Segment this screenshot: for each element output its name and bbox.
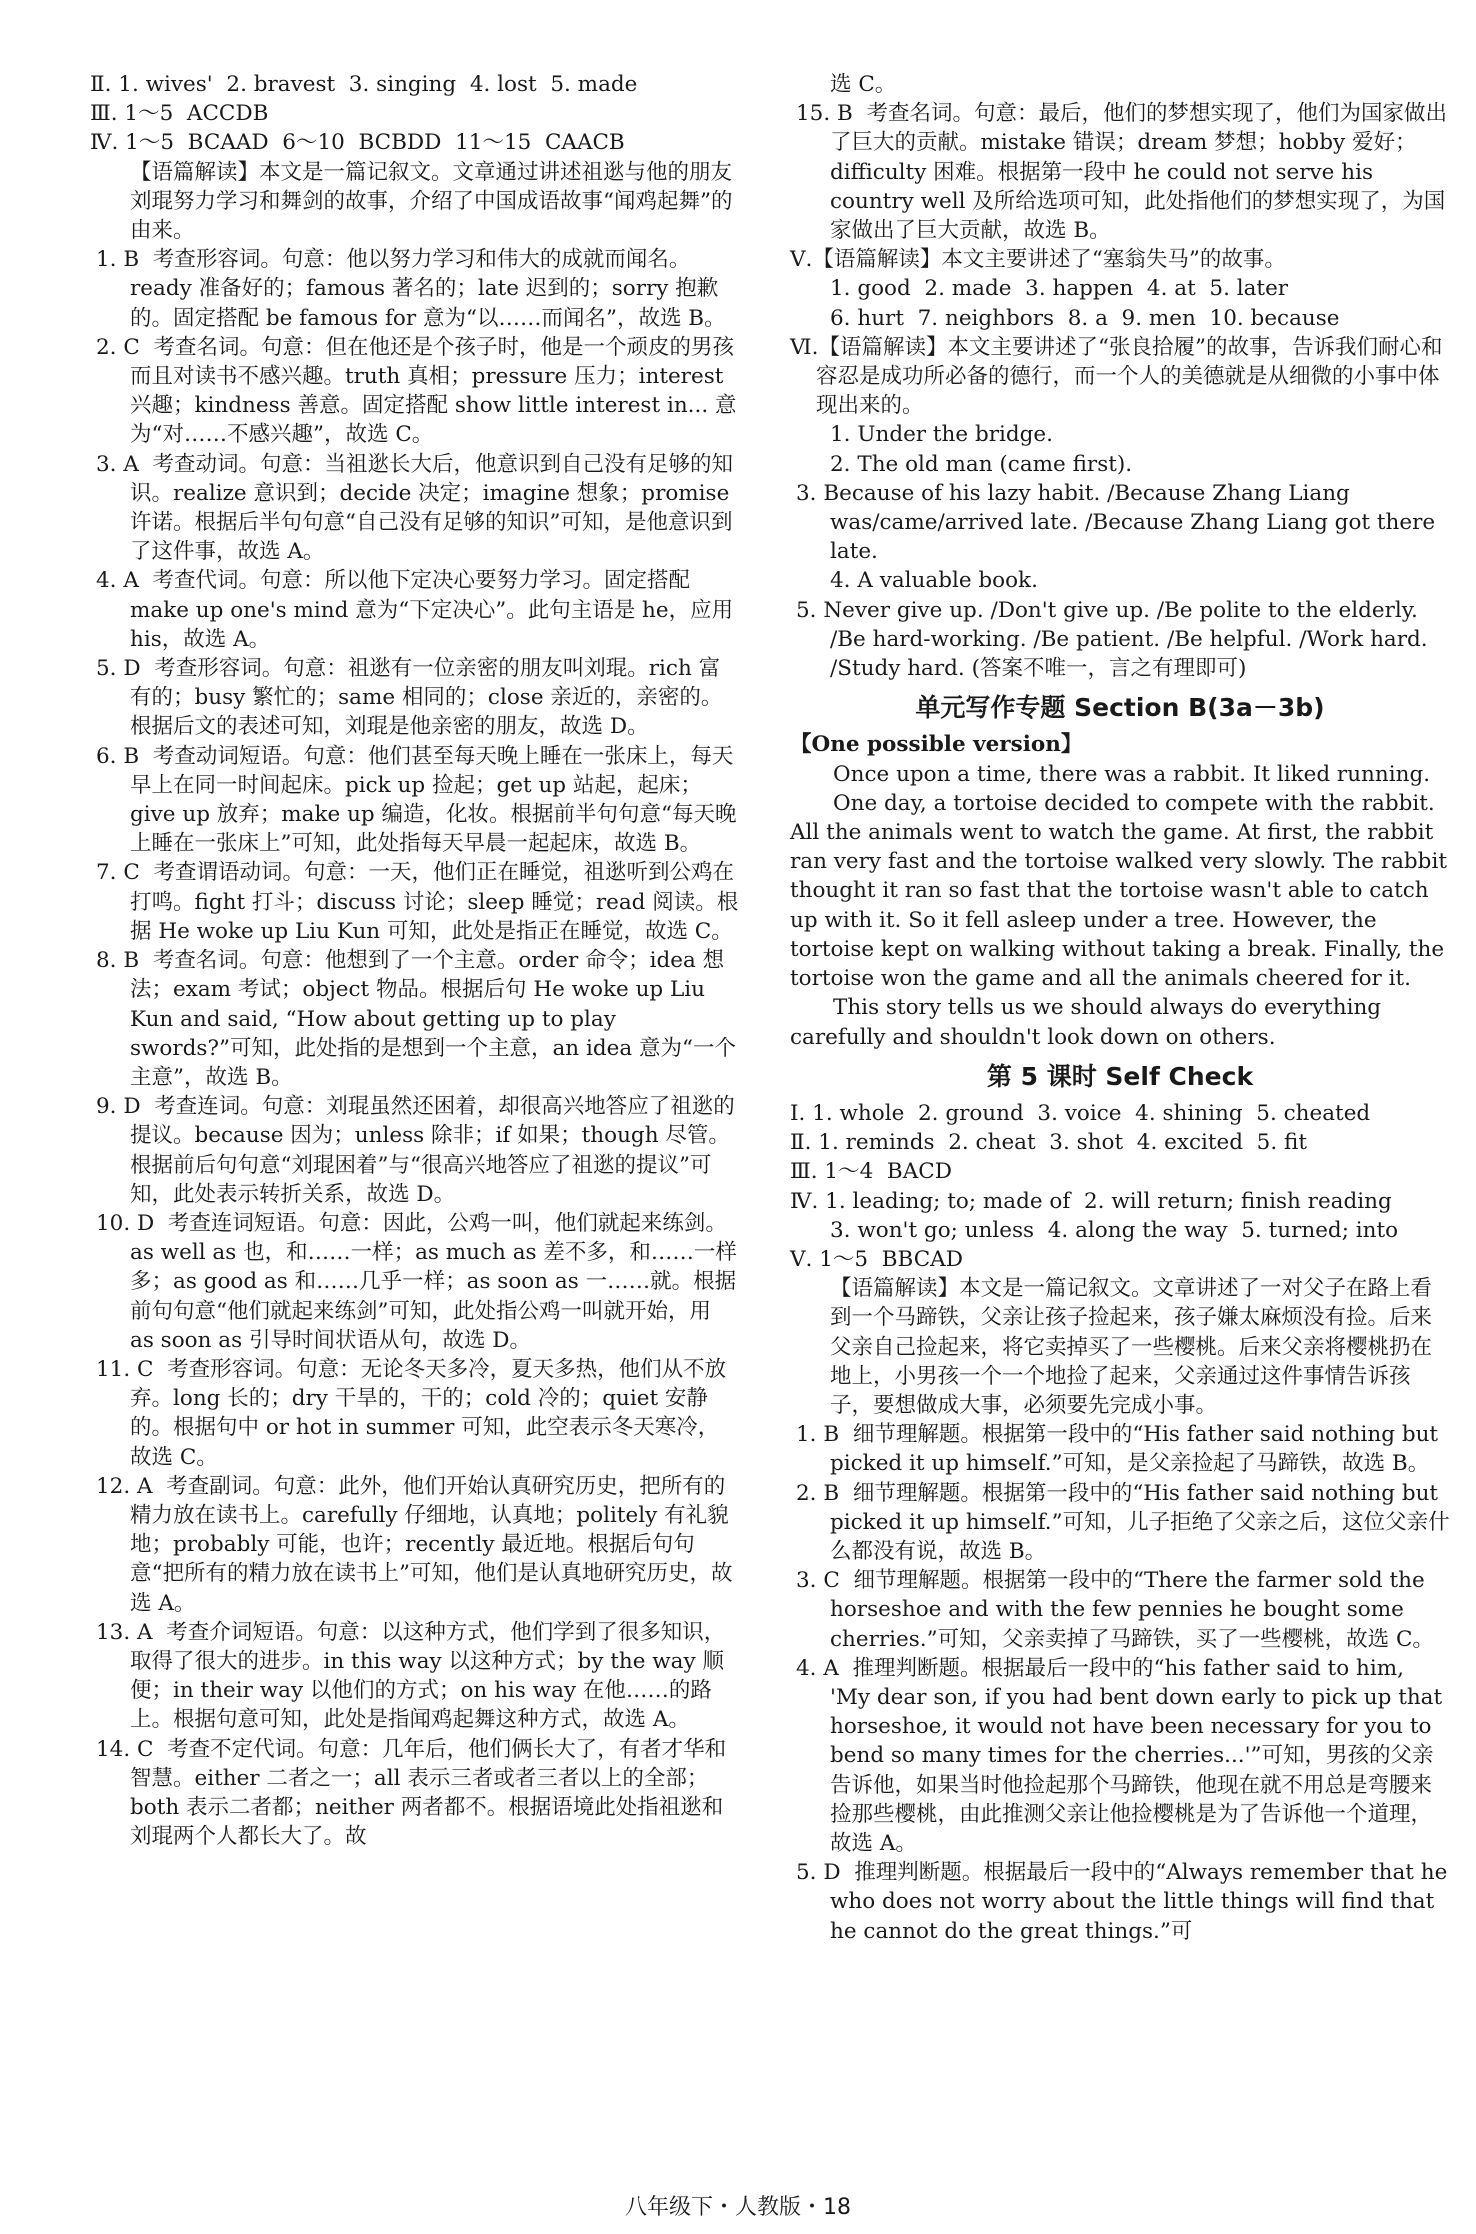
text-line: 3. C 细节理解题。根据第一段中的“There the farmer sold the horseshoe and with the few pennies he bought some cherries.”可知，父亲卖掉了马蹄铁，买了一些樱桃，故选 C。 bbox=[796, 1568, 1434, 1652]
text-line: 1. good 2. made 3. happen 4. at 5. later bbox=[830, 276, 1289, 302]
text-line: Ⅴ. 1～5 BBCAD bbox=[790, 1246, 963, 1272]
right-column bbox=[790, 70, 1455, 1946]
text-line: 选 C。 bbox=[830, 72, 897, 97]
self-check-heading: 第 5 课时 Self Check bbox=[986, 1061, 1254, 1091]
text-line: 6. B 考查动词短语。句意：他们甚至每天晚上睡在一张床上，每天早上在同一时间起床。pick up 捡起；get up 站起，起床；give up 放弃；make up 编造，化妆。根据前半句句意“每天晚上睡在一张床上”可知，此处指每天早晨一起起床，故选 B。 bbox=[96, 743, 737, 857]
text-line: 9. D 考查连词。句意：刘琨虽然还困着，却很高兴地答应了祖逖的提议。because 因为；unless 除非；if 如果；though 尽管。根据前后句句意“刘琨困着”与“很高兴地答应了祖逖的提议”可知，此处表示转折关系，故选 D。 bbox=[96, 1094, 735, 1207]
text-line: 4. A 考查代词。句意：所以他下定决心要努力学习。固定搭配 make up one's mind 意为“下定决心”。此句主语是 he，应用 his，故选 A。 bbox=[96, 568, 740, 652]
text-line: 6. hurt 7. neighbors 8. a 9. men 10. because bbox=[830, 305, 1340, 331]
text-line: Ⅴ.【语篇解读】本文主要讲述了“塞翁失马”的故事。 bbox=[790, 247, 1286, 273]
text-line: 4. A valuable book. bbox=[830, 568, 1038, 594]
essay-paragraph: This story tells us we should always do everything carefully and shouldn't look down on others. bbox=[790, 995, 1388, 1050]
text-line: Ⅳ. 1～5 BCAAD 6～10 BCBDD 11～15 CAACB bbox=[90, 130, 625, 156]
essay-paragraph: One day, a tortoise decided to compete with the rabbit. All the animals went to watch the game. At first, the rabbit ran very fast and the tortoise walked very slowly. The rabbit thought it ran so fast that the tortoise wasn't able to catch up with it. So it fell asleep under a tree. However, the tortoise kept on walking without taking a break. Finally, the tortoise won the game and all the animals cheered for it. bbox=[790, 790, 1454, 992]
text-line: 11. C 考查形容词。句意：无论冬天多冷，夏天多热，他们从不放弃。long 长的；dry 干旱的，干的；cold 冷的；quiet 安静的。根据句中 or hot in summer 可知，此空表示冬天寒冷，故选 C。 bbox=[96, 1356, 727, 1470]
text-line: 14. C 考查不定代词。句意：几年后，他们俩长大了，有者才华和智慧。either 二者之一；all 表示三者或者三者以上的全部；both 表示二者都；neither 两者都不。根据语境此处指祖逖和刘琨两个人都长大了。故 bbox=[96, 1736, 727, 1850]
answers-part-1 bbox=[790, 70, 1450, 683]
text-line: Ⅲ. 1～4 BACD bbox=[790, 1159, 952, 1185]
text-line: 【语篇解读】本文是一篇记叙文。文章通过讲述祖逖与他的朋友刘琨努力学习和舞剑的故事，介绍了中国成语故事“闻鸡起舞”的由来。 bbox=[130, 159, 733, 244]
text-line: 1. Under the bridge. bbox=[830, 422, 1053, 448]
text-line: 5. Never give up. /Don't give up. /Be polite to the elderly. /Be hard-working. /Be patient. /Be helpful. /Work hard. /Study hard. (答案不唯一，言之有理即可) bbox=[796, 597, 1435, 682]
left-column bbox=[90, 70, 740, 1851]
text-line: 10. D 考查连词短语。句意：因此，公鸡一叫，他们就起来练剑。as well as 也，和……一样；as much as 差不多，和……一样多；as good as 和……几乎一样；as soon as 一……就。根据前句句意“他们就起来练剑”可知，此处指公鸡一叫就开始，用 as soon as 引导时间状语从句，故选 D。 bbox=[96, 1210, 737, 1353]
text-line: 13. A 考查介词短语。句意：以这种方式，他们学到了很多知识，取得了很大的进步。in this way 以这种方式；by the way 顺便；in their way 以他们的方式；on his way 在他……的路上。根据句意可知，此处是指闻鸡起舞这种方式，故选 A。 bbox=[96, 1619, 726, 1733]
text-line: 3. A 考查动词。句意：当祖逖长大后，他意识到自己没有足够的知识。realize 意识到；decide 决定；imagine 想象；promise 许诺。根据后半句句意“自己没有足够的知识”可知，是他意识到了这件事，故选 A。 bbox=[96, 451, 737, 565]
text-line: Ⅱ. 1. wives' 2. bravest 3. singing 4. lost 5. made bbox=[90, 72, 638, 97]
text-line: 5. D 推理判断题。根据最后一段中的“Always remember that he who does not worry about the little things will find that he cannot do the great things.”可 bbox=[796, 1860, 1455, 1944]
text-line: Ⅰ. 1. whole 2. ground 3. voice 4. shining 5. cheated bbox=[790, 1100, 1371, 1126]
page-footer: 八年级下・人教版・18 bbox=[625, 2195, 851, 2220]
text-line: 7. C 考查谓语动词。句意：一天，他们正在睡觉，祖逖听到公鸡在打鸣。fight 打斗；discuss 讨论；sleep 睡觉；read 阅读。根据 He woke up Liu Kun 可知，此处是指正在睡觉，故选 C。 bbox=[96, 860, 739, 944]
possible-version-tag: 【One possible version】 bbox=[790, 732, 1083, 758]
text-line: Ⅲ. 1～5 ACCDB bbox=[90, 101, 269, 127]
text-line: 1. B 考查形容词。句意：他以努力学习和伟大的成就而闻名。ready 准备好的；famous 著名的；late 迟到的；sorry 抱歉的。固定搭配 be famous for 意为“以……而闻名”，故选 B。 bbox=[96, 247, 726, 331]
text-line: 15. B 考查名词。句意：最后，他们的梦想实现了，他们为国家做出了巨大的贡献。mistake 错误；dream 梦想；hobby 爱好；difficulty 困难。根据第一段中 he could not serve his country well 及所给选项可知，此处指他们的梦想实现了，为国家做出了巨大贡献，故选 B。 bbox=[796, 101, 1447, 244]
text-line: Ⅵ.【语篇解读】本文主要讲述了“张良拾履”的故事，告诉我们耐心和容忍是成功所必备的德行，而一个人的美德就是从细微的小事中体现出来的。 bbox=[790, 334, 1443, 419]
essay-paragraph: Once upon a time, there was a rabbit. It liked running. bbox=[833, 761, 1431, 787]
text-line: 12. A 考查副词。句意：此外，他们开始认真研究历史，把所有的精力放在读书上。carefully 仔细地，认真地；politely 有礼貌地；probably 可能，也许；recently 最近地。根据后句句意“把所有的精力放在读书上”可知，他们是认真地研究历史，故选 A。 bbox=[96, 1473, 733, 1616]
answers-part-2 bbox=[790, 1099, 1455, 1946]
text-line: Ⅱ. 1. reminds 2. cheat 3. shot 4. excited 5. fit bbox=[790, 1130, 1308, 1156]
text-line: 【语篇解读】本文是一篇记叙文。文章讲述了一对父子在路上看到一个马蹄铁，父亲让孩子捡起来，孩子嫌太麻烦没有捡。后来父亲自己捡起来，将它卖掉买了一些樱桃。后来父亲将樱桃扔在地上，小男孩一个一个地捡了起来，父亲通过这件事情告诉孩子，要想做成大事，必须要先完成小事。 bbox=[830, 1276, 1433, 1418]
text-line: 2. The old man (came first). bbox=[830, 451, 1133, 477]
text-line: 5. D 考查形容词。句意：祖逖有一位亲密的朋友叫刘琨。rich 富有的；busy 繁忙的；same 相同的；close 亲近的，亲密的。根据后文的表述可知，刘琨是他亲密的朋友，故选 D。 bbox=[96, 656, 723, 740]
text-line: 3. won't go; unless 4. along the way 5. turned; into bbox=[830, 1217, 1399, 1243]
essay bbox=[790, 760, 1454, 1052]
text-line: 1. B 细节理解题。根据第一段中的“His father said nothing but picked it up himself.”可知，是父亲捡起了马蹄铁，故选 B。 bbox=[796, 1422, 1445, 1477]
text-line: 4. A 推理判断题。根据最后一段中的“his father said to him, 'My dear son, if you had bent down early to pick up that horseshoe, it would not have been necessary for you to bend so many times for the cherries...'”可知，男孩的父亲告诉他，如果当时他捡起那个马蹄铁，他现在就不用总是弯腰来捡那些樱桃，由此推测父亲让他捡樱桃是为了告诉他一个道理，故选 A。 bbox=[796, 1655, 1449, 1856]
section-b-heading: 单元写作专题 Section B(3a－3b) bbox=[915, 693, 1325, 723]
text-line: 8. B 考查名词。句意：他想到了一个主意。order 命令；idea 想法；exam 考试；object 物品。根据后句 He woke up Liu Kun and said, “How about getting up to play swords?”可知，此处指的是想到一个主意，an idea 意为“一个主意”，故选 B。 bbox=[96, 948, 736, 1090]
text-line: 2. B 细节理解题。根据第一段中的“His father said nothing but picked it up himself.”可知，儿子拒绝了父亲之后，这位父亲什么都没有说，故选 B。 bbox=[796, 1480, 1450, 1564]
text-line: Ⅳ. 1. leading; to; made of 2. will return; finish reading bbox=[790, 1188, 1392, 1214]
text-line: 2. C 考查名词。句意：但在他还是个孩子时，他是一个顽皮的男孩而且对读书不感兴趣。truth 真相；pressure 压力；interest 兴趣；kindness 善意。固定搭配 show little interest in... 意为“对……不感兴趣”，故选 C。 bbox=[96, 334, 737, 448]
text-line: 3. Because of his lazy habit. /Because Zhang Liang was/came/arrived late. /Because Zhang Liang got there late. bbox=[796, 480, 1442, 565]
